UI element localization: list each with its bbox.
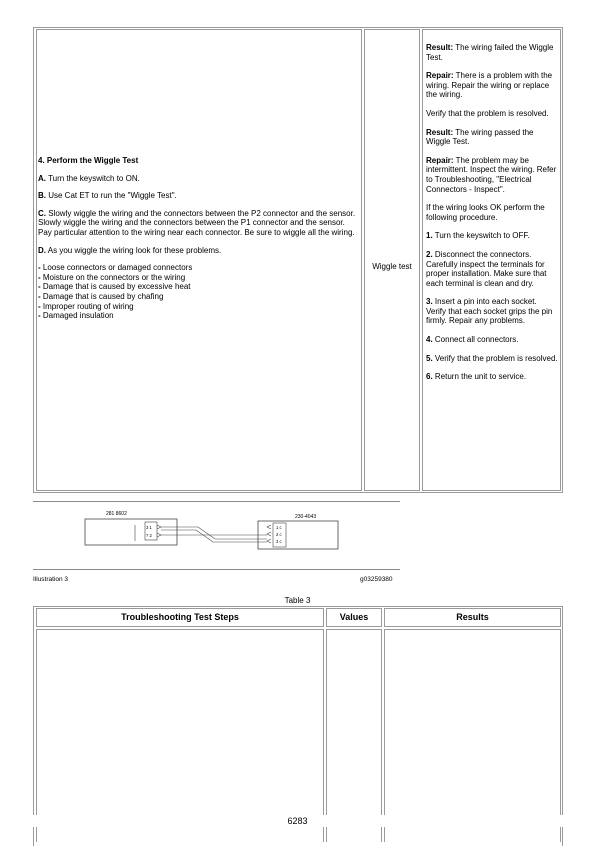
step-title: 4. Perform the Wiggle Test [38, 156, 139, 165]
value-text: Wiggle test [372, 262, 412, 271]
body-cell [36, 629, 324, 842]
result-entry: 3. Insert a pin into each socket. Verify that each socket grips the pin firmly. Repair any problems. [426, 297, 553, 326]
result-entry: Verify that the problem is resolved. [426, 108, 549, 118]
step-item: A. Turn the keyswitch to ON. [38, 173, 140, 183]
result-entry: 1. Turn the keyswitch to OFF. [426, 231, 530, 241]
right-part-number: 230-4043 [295, 514, 317, 520]
problem-item: - Loose connectors or damaged connectors [38, 263, 193, 273]
result-entry: 5. Verify that the problem is resolved. [426, 353, 558, 363]
left-connector [85, 519, 177, 545]
result-entry: 4. Connect all connectors. [426, 335, 519, 345]
result-entry: Repair: There is a problem with the wiring. Repair the wiring or replace the wiring. [426, 71, 553, 100]
left-part-number: 281 8602 [106, 511, 127, 517]
header-results: Results [456, 612, 489, 622]
table-caption: Table 3 [284, 596, 311, 605]
results-content [426, 43, 558, 391]
step-item: D. As you wiggle the wiring look for these problems. [38, 245, 222, 255]
step-item: B. Use Cat ET to run the "Wiggle Test". [38, 191, 177, 201]
problem-item: - Moisture on the connectors or the wiring [38, 272, 186, 282]
problem-item: - Damaged insulation [38, 311, 114, 321]
result-entry: Result: The wiring failed the Wiggle Test. [426, 43, 554, 62]
illustration-code: g03259380 [360, 576, 393, 583]
body-cell [384, 629, 561, 842]
test-step-content [38, 156, 360, 321]
left-pin-label: ? 2 [146, 533, 152, 538]
result-entry: 2. Disconnect the connectors. Carefully inspect the terminals for proper installation. Make sure that each terminal is clean and dry. [426, 249, 547, 288]
wiring-diagram [33, 505, 400, 567]
problem-item: - Improper routing of wiring [38, 301, 134, 311]
result-entry: Result: The wiring passed the Wiggle Test. [426, 127, 534, 147]
header-values: Values [339, 612, 369, 622]
step-item: C. Slowly wiggle the wiring and the connectors between the P2 connector and the sensor. Slowly wiggle the wiring and the connectors between the P1 connector and the sensor. Pay particular attention to the wiring near each connector. Be sure to wiggle all the wiring. [38, 208, 356, 237]
problem-item: - Damage that is caused by excessive heat [38, 282, 191, 292]
right-pin-label: 1 c [276, 525, 282, 530]
result-entry: 6. Return the unit to service. [426, 372, 527, 382]
page-number: 6283 [0, 815, 595, 827]
illustration-bottom-rule [33, 569, 400, 570]
result-entry: Repair: The problem may be intermittent. Inspect the wiring. Refer to Troubleshooting, "Electrical Connectors - Inspect". [426, 155, 557, 194]
body-cell [326, 629, 382, 842]
result-entry: If the wiring looks OK perform the following procedure. [426, 203, 545, 222]
left-pin-label: 3 1 [146, 525, 152, 530]
right-pin-label: 3 c [276, 539, 282, 544]
right-pin-label: 2 c [276, 532, 282, 537]
header-test-steps: Troubleshooting Test Steps [121, 612, 239, 622]
values-cell [364, 29, 420, 491]
problem-item: - Damage that is caused by chafing [38, 291, 164, 301]
illustration-caption: Illustration 3 [33, 576, 69, 583]
illustration-top-rule [33, 501, 400, 502]
problem-list [38, 263, 360, 321]
